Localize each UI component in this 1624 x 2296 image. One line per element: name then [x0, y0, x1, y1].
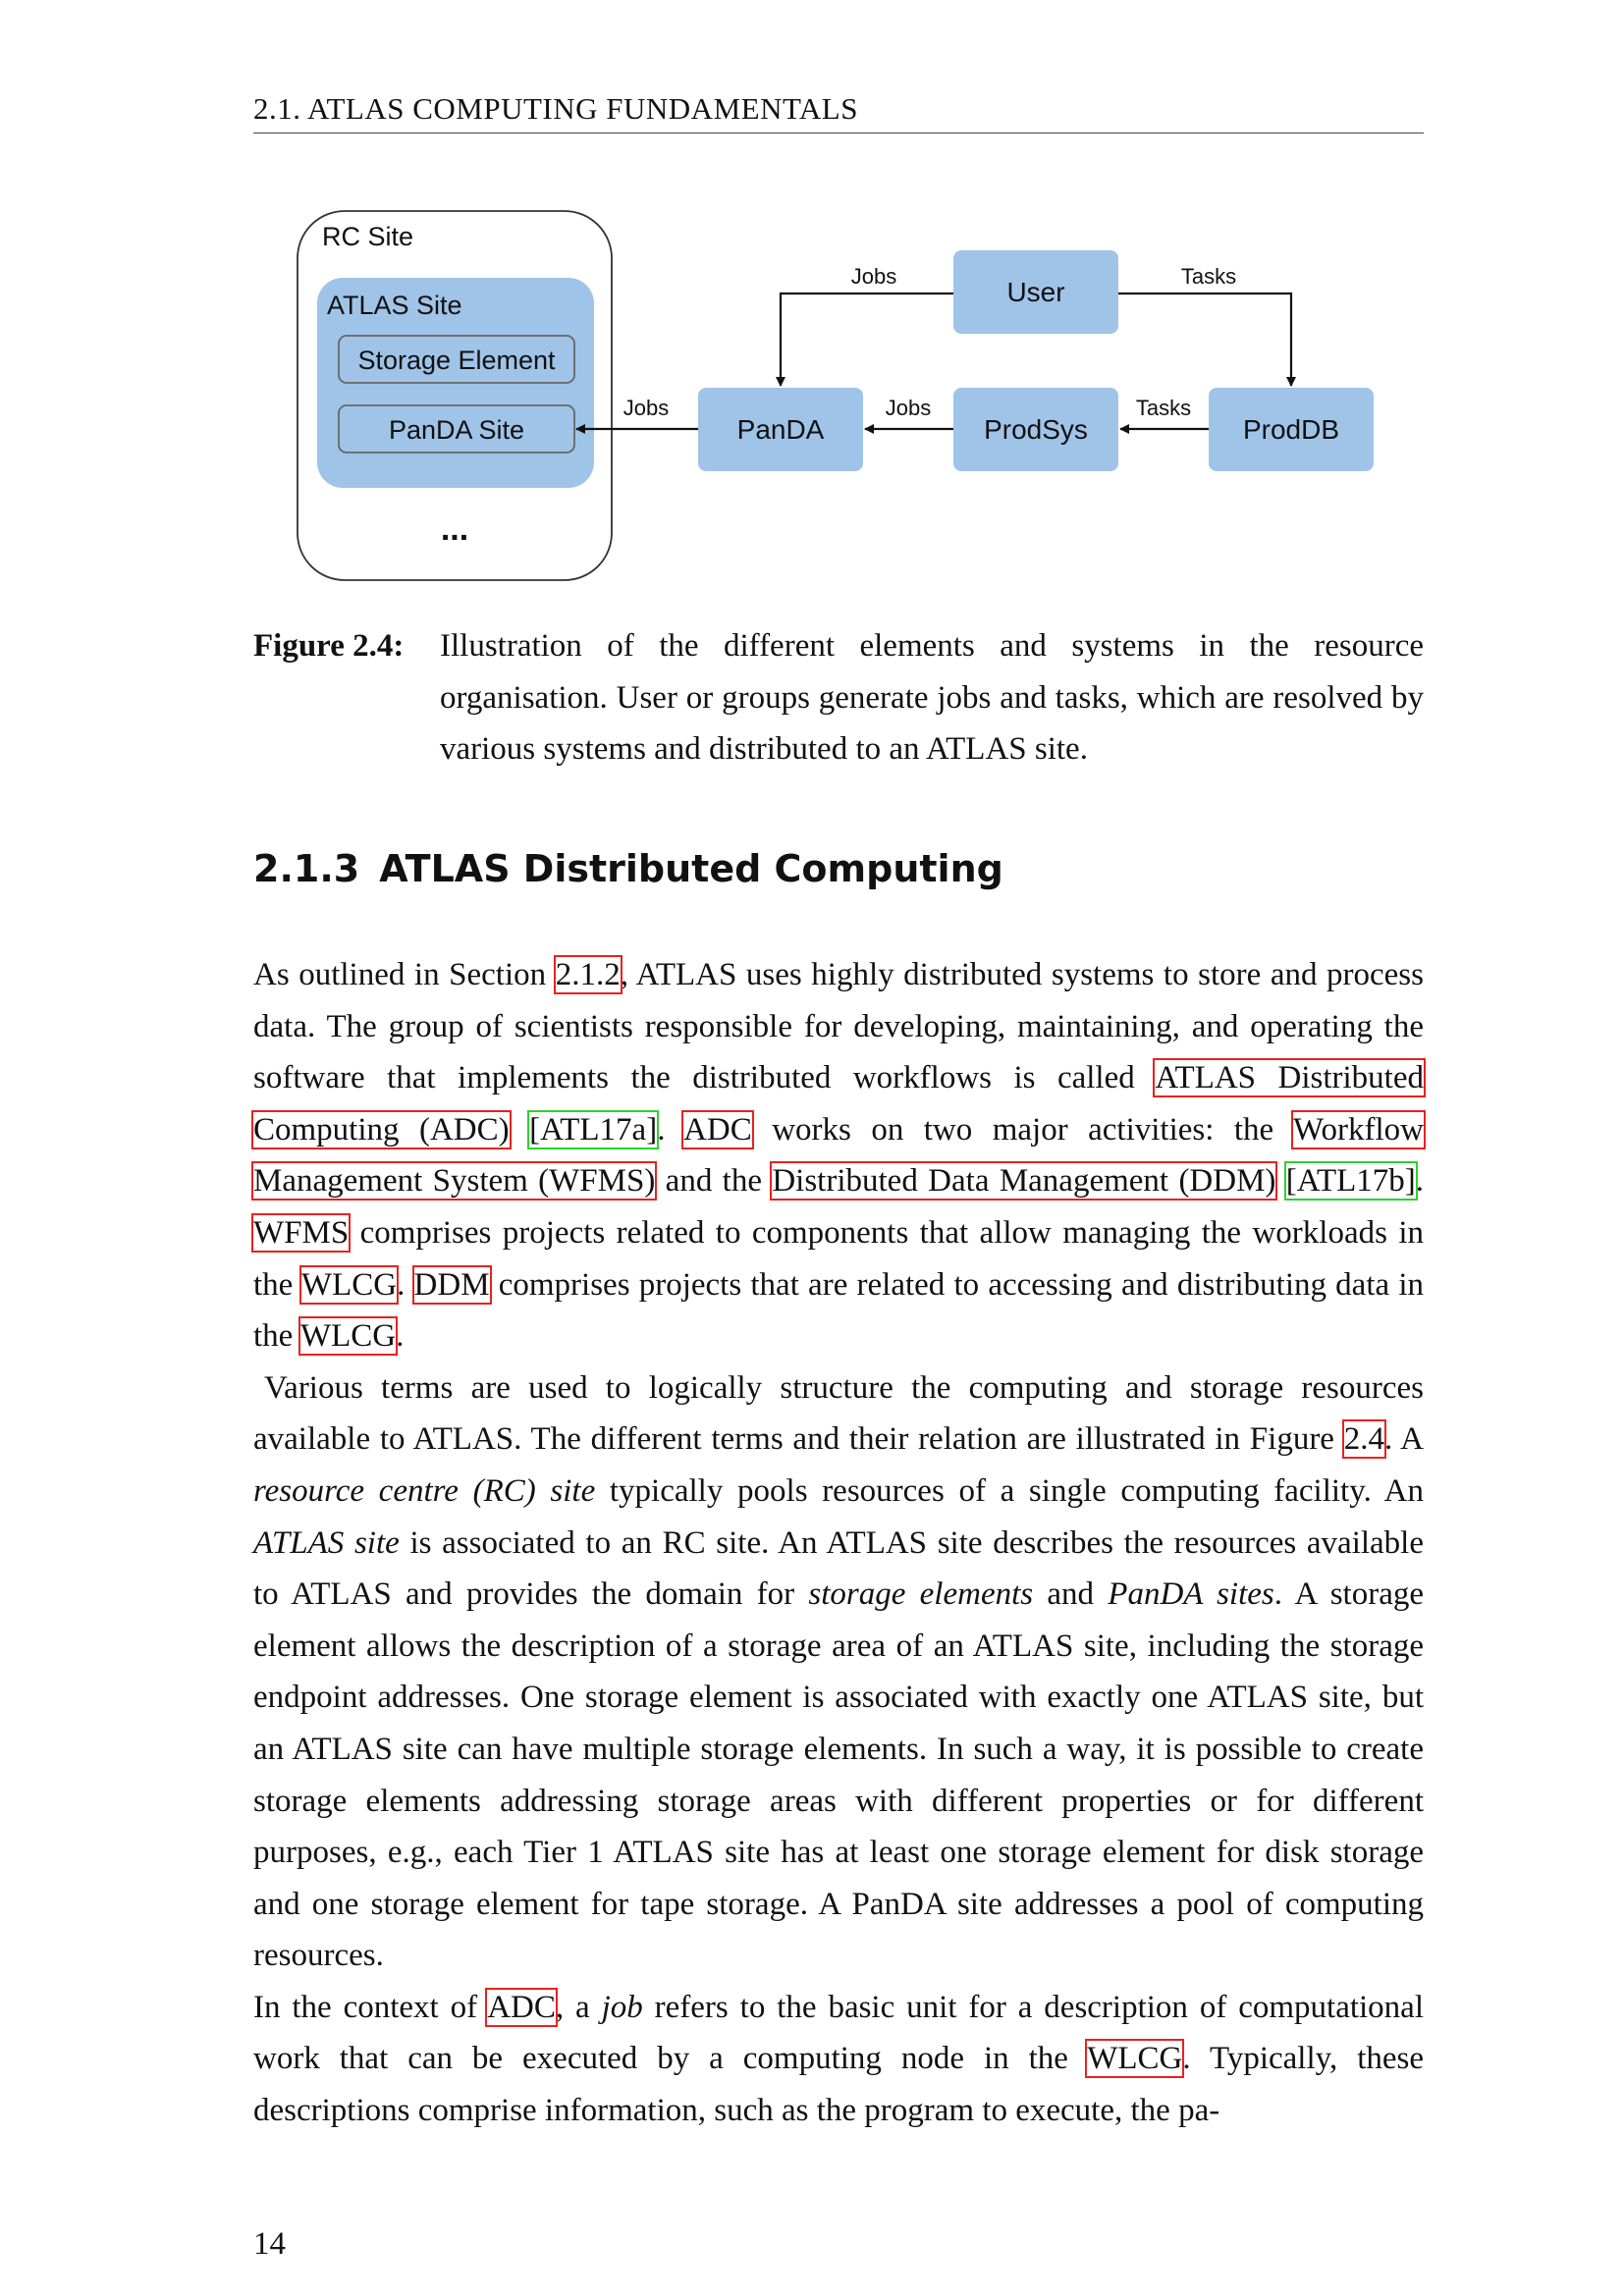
text-run: comprises projects related to components that allow managing the workloads in the — [253, 1214, 1424, 1303]
emphasis-term: storage elements — [808, 1576, 1034, 1613]
ref-link-adc[interactable]: ADC — [487, 1989, 556, 2025]
ref-link-wlcg[interactable]: WLCG — [299, 1318, 397, 1355]
text-run: As outlined in Section — [253, 957, 556, 992]
prodsys-label: ProdSys — [984, 414, 1088, 445]
paragraph-2 — [253, 1362, 1424, 1982]
ref-link-section[interactable]: 2.1.2 — [555, 957, 621, 992]
text-run: and the — [655, 1163, 773, 1200]
ref-link-wfms[interactable]: WFMS — [253, 1214, 350, 1251]
paragraph-3 — [253, 1982, 1424, 2137]
ref-link-wlcg[interactable]: WLCG — [1087, 2041, 1183, 2077]
text-run — [510, 1112, 529, 1148]
ref-link-ddm[interactable]: DDM — [413, 1266, 490, 1303]
text-run: typically pools resources of a single computing facility. An — [595, 1472, 1424, 1509]
edge-label-tasks-proddb-prodsys: Tasks — [1135, 396, 1192, 420]
rc-site-label: RC Site — [322, 222, 414, 251]
text-run: . — [397, 1266, 414, 1303]
text-run: comprises projects that are related to accessing and distributing data in the — [253, 1266, 1424, 1355]
panda-site-label: PanDA Site — [388, 415, 525, 445]
citation-link[interactable]: [ATL17a] — [529, 1111, 658, 1148]
text-run: . A storage element allows the description of a storage area of an ATLAS site, including the storage endpoint addresses. One storage element is associated with exactly one ATLAS site, but an ATLAS site can have multiple storage elements. In such a way, it is possible to create storage elements addressing storage areas with different properties or for different purposes, e.g., each Tier 1 ATLAS site has at least one storage element for disk storage and one storage element for tape storage. A PanDA site addresses a pool of computing resources. — [253, 1576, 1425, 1974]
atlas-site-label: ATLAS Site — [327, 291, 462, 320]
body-text — [253, 949, 1424, 2137]
proddb-label: ProdDB — [1242, 414, 1340, 445]
text-run: refers to the basic unit for a description of computational work that can be executed by a computing node in the — [253, 1989, 1424, 2077]
text-run: , a — [555, 1989, 602, 2025]
text-run: . Typically, these descriptions comprise information, such as the program to execute, the pa- — [253, 2041, 1424, 2129]
section-title-text: ATLAS Distributed Computing — [379, 847, 1003, 890]
text-run: . — [657, 1111, 684, 1148]
ref-link-adc[interactable]: ADC — [683, 1111, 752, 1148]
running-header: 2.1. ATLAS COMPUTING FUNDAMENTALS — [253, 91, 1424, 133]
text-run — [1275, 1163, 1285, 1199]
storage-element-label: Storage Element — [357, 346, 556, 375]
ref-link-wfms-acronym[interactable]: Workflow Management System (WFMS) — [253, 1111, 1425, 1200]
text-run: works on two major activities: the — [751, 1111, 1294, 1148]
figure-label: Figure 2.4: — [253, 628, 405, 664]
panda-label: PanDA — [736, 414, 825, 445]
ref-link-ddm-acronym[interactable]: Distributed Data Management (DDM) — [772, 1163, 1276, 1200]
text-run: . A — [1383, 1421, 1424, 1458]
figure-caption — [253, 620, 1424, 775]
emphasis-term: resource centre (RC) site — [253, 1472, 596, 1509]
section-heading — [253, 847, 1003, 890]
emphasis-term: ATLAS site — [253, 1524, 400, 1561]
edge-label-jobs-to-site: Jobs — [623, 396, 670, 420]
arrow-user-to-proddb — [1118, 294, 1291, 386]
user-label: User — [1006, 277, 1065, 307]
text-run: Various terms are used to logically structure the computing and storage resources available to ATLAS. The different terms and their relation are illustrated in Figure — [253, 1369, 1424, 1458]
emphasis-term: PanDA sites — [1108, 1576, 1274, 1613]
text-run: is associated to an RC site. An ATLAS site describes the resources available to ATLAS and provides the domain for — [253, 1524, 1424, 1613]
page-number: 14 — [253, 2226, 286, 2262]
ref-link-wlcg[interactable]: WLCG — [300, 1266, 398, 1303]
citation-link[interactable]: [ATL17b] — [1285, 1163, 1416, 1200]
edge-label-jobs-user-panda: Jobs — [850, 264, 897, 289]
section-number: 2.1.3 — [253, 847, 360, 890]
text-run: and — [1033, 1576, 1109, 1613]
text-run: . — [1415, 1163, 1425, 1200]
text-run: , ATLAS uses highly distributed systems to store and process data. The group of scientists responsible for developing, maintaining, and operating the software that implements the distributed workflows is called — [253, 957, 1424, 1096]
ref-link-figure[interactable]: 2.4 — [1343, 1421, 1384, 1458]
text-run: . — [396, 1318, 405, 1355]
figure-caption-text: Illustration of the different elements and systems in the resource organisation. User or groups generate jobs and tasks, which are resolved by various systems and distributed to an ATLAS site. — [440, 628, 1424, 767]
emphasis-term: job — [601, 1989, 643, 2025]
paragraph-1 — [253, 949, 1424, 1362]
edge-label-jobs-prodsys-panda: Jobs — [885, 396, 932, 420]
more-sites-ellipsis: ... — [440, 510, 469, 548]
arrow-user-to-panda — [781, 294, 953, 386]
text-run: In the context of — [253, 1989, 488, 2025]
edge-label-tasks-user-proddb: Tasks — [1180, 264, 1237, 289]
ref-link-adc-acronym[interactable]: ATLAS Distributed Computing (ADC) — [253, 1060, 1424, 1148]
resource-organisation-diagram — [290, 201, 1389, 594]
